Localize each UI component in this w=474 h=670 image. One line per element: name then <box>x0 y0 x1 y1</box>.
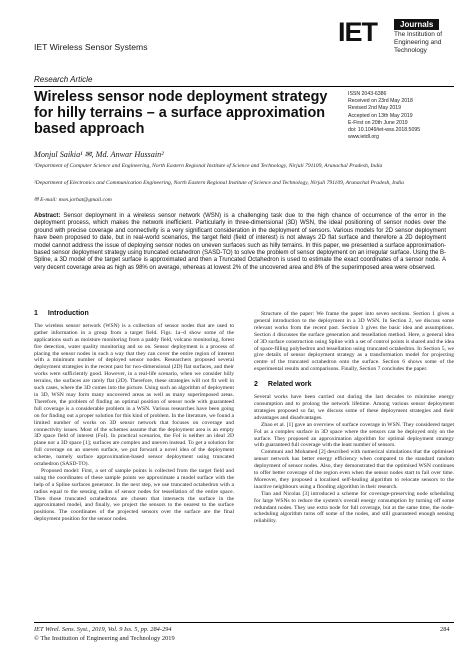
paper-title: Wireless sensor node deployment strategy for hilly terrains – a surface approximation based approach <box>34 89 328 137</box>
section-number: 1 <box>34 310 38 317</box>
abstract-text: Sensor deployment in a wireless sensor network (WSN) is a challenging task due to the high chance of occurrence of the error in the deployment process, which makes the network inefficient. Particularly in three-dimensional (3D) WSN, the ideal positioning of sensor nodes over the ground with precise coverage and connectivity is a very significant consideration in the deployment of sensors. Various models for 2D sensor deployment have been proposed to date, but in real-world scenarios, the target field (field of interest) is not always 2D flat surface and therefore a 2D deployment model cannot address the issue of deploying sensor nodes on uneven surfaces such as hilly terrains. In this paper, we presented a surface approximation-based sensor deployment strategy using truncated octahedron (SASD-TO) to solve the problem of sensor deployment on an irregular surface. Using the B-Spline, a 3D model of the target surface is approximated and then a Truncated Octahedron is used to estimate the exact coordinates of a sensor node. A very decent coverage area as high as 98% on average, whereas at lowest 2% of the uncovered area and 8% of the superimposed area were observed. <box>34 213 446 271</box>
affiliation-1: ¹Department of Computer Science and Engineering, North Eastern Regional Institute of Science and Technology, Nirjuli 791109, Arunachal Pradesh, India <box>34 163 383 169</box>
footer-copyright: © The Institution of Engineering and Technology 2019 <box>34 635 175 642</box>
footer-rule <box>34 622 454 623</box>
section-title: Introduction <box>47 310 89 317</box>
header-rule <box>34 86 454 87</box>
logo-institution-line1: The Institution of <box>394 31 443 38</box>
paragraph: The wireless sensor network (WSN) is a collection of sensor nodes that are used to gather information in a group from a target field. Figs. 1a–d show some of the applications such as moisture monitoring from a paddy field, volcano monitoring, forest fire detection, water quality monitoring and so on. Sensor deployment is a process of placing the sensor nodes in such a way that they can cover the entire region of interest with a minimum number of deployed sensor nodes. Researchers proposed several deployment strategies in the recent past for two-dimensional (2D) flat surfaces, and their works were sufficiently good. However, in a real-life scenario, when we consider hilly terrains, the surfaces are rarely flat (2D). Therefore, these strategies will not fit well in such cases, where the 3D comes into the picture. Using such an algorithm of deployment in 3D, WSN may form many uncovered areas as well as many superimposed areas. Therefore, the problem of finding an optimal position of sensor node with guaranteed full coverage is a considerable problem in a WSN. Various researches have been going on for finding out a proper solution for this kind of problem. In the literature, we found a limited number of works on 3D sensor network that focuses on coverage and connectivity issues. Most of the schemes assume that the deployment area is an empty 3D space field of interest (FoI). In practical scenarios, the FoI is neither an ideal 2D plane nor a 3D space [1]; surfaces are complex and uneven instead. To get a solution for full coverage on an uneven surface, we put forward a novel idea of the deployment scheme, namely surface approximation-based sensor deployment using truncated octahedron (SASD-TO). <box>34 322 234 468</box>
paragraph: Several works have been carried out during the last decades to minimise energy consumption and to prolong the network lifetime. Among various sensor deployment strategies proposed so far, we discuss some of these deployment strategies and their advantages and disadvantages. <box>254 394 454 421</box>
logo-journals-badge: Journals <box>394 19 439 30</box>
meta-revised: Revised 2nd May 2019 <box>348 105 402 112</box>
author-list: Monjul Saikia¹ ✉, Md. Anwar Hussain² <box>34 150 164 159</box>
section-heading-related-work <box>254 382 454 389</box>
affiliation-2: ²Department of Electronics and Communication Engineering, North Eastern Regional Institute of Science and Technology, Nirjuli 791109, Arunachal Pradesh, India <box>34 180 404 186</box>
logo-iet-text: IET <box>338 17 378 47</box>
section-heading-introduction <box>34 311 234 318</box>
section-title: Related work <box>267 381 312 389</box>
right-column <box>254 311 454 525</box>
article-meta <box>348 91 468 141</box>
meta-issn: ISSN 2043-6386 <box>348 91 387 97</box>
meta-received: Received on 23rd May 2018 <box>348 98 413 105</box>
meta-accepted: Accepted on 13th May 2019 <box>348 112 413 119</box>
footer-citation: IET Wirel. Sens. Syst., 2019, Vol. 9 Iss. 5, pp. 284-294 <box>34 626 172 633</box>
section-number: 2 <box>254 381 258 389</box>
paragraph: Proposed model: First, a set of sample points is collected from the target field and using the coordinates of these sample points we approximate a model surface with the help of a Spline surfaces generator. In the next step, we use truncated octahedron with a radius equal to the sensing radius of sensor nodes for tessellation of the entire space. Then those truncated octahedrons are chosen that intersects the surface in the approximated model, and finally, we project the sensors to the nearest to the surface positions. The coordinates of the projected sensors over the surface are the final deployment position for the sensor nodes. <box>34 467 234 523</box>
logo-institution-line2: Engineering and Technology <box>394 39 442 54</box>
meta-website[interactable]: www.ietdl.org <box>348 134 379 141</box>
meta-efirst: E-First on 20th June 2019 <box>348 119 408 126</box>
meta-doi[interactable]: doi: 10.1049/iet-wss.2018.5095 <box>348 127 421 134</box>
paragraph: Tian and Nicolas [3] introduced a scheme for coverage-preserving node scheduling for large WSNs to reduce the system's overall energy consumption by turning off some redundant nodes. They use extra node for full coverage, but at the same time, the node-scheduling algorithm turns off some of the nodes, and still guaranteed enough sensing reliability. <box>254 490 454 525</box>
paragraph: Structure of the paper: We frame the paper into seven sections. Section 1 gives a general introduction to the deployment in a 3D WSN. In Section 2, we discuss some relevant works from the recent past. Section 3 gives the basic idea and assumptions. Section 4 discusses the surface generation and tessellation method. Here, a general idea of 3D surface construction using Spline with a set of control points is shared and the idea of space-filling polyhedron and tessellation using truncated octahedron. In Section 5, we give details of sensor deployment strategy as a transformation model for projecting centre of the truncated octahedron onto the surface. Section 6 shows some of the experimental results and comparisons. Finally, Section 7 concludes the paper. <box>254 311 454 373</box>
corresponding-email[interactable]: ✉ E-mail: mon.jorhat@gmail.com <box>34 197 112 203</box>
article-type: Research Article <box>34 75 93 84</box>
paragraph: Zhao et al. [1] gave an overview of surface coverage in WSN. They considered target FoI as a complex surface in 3D space where the sensors can be deployed only on the surface. They proposed an approximation algorithm for optimal deployment strategy with guaranteed full coverage with the least number of sensors. <box>254 421 454 449</box>
iet-logo <box>338 17 468 57</box>
page-number: 284 <box>440 626 450 633</box>
journal-name: IET Wireless Sensor Systems <box>34 42 148 52</box>
abstract <box>34 213 446 272</box>
logo-institution <box>394 31 468 55</box>
left-column <box>34 311 234 523</box>
abstract-label: Abstract: <box>34 213 61 219</box>
paragraph: Communi and Mohamed [2] described with numerical simulations that the optimised sensor network has better energy efficiency when compared to the standard random deployment of sensor nodes. Also, they demonstrated that the optimised WSN continues to offer better coverage of the region even when the sensor nodes start to fail over time. Moreover, they proposed a localised self-healing algorithm to relocate sensors to the inactive neighbours using a flooding algorithm in their research. <box>254 449 454 490</box>
